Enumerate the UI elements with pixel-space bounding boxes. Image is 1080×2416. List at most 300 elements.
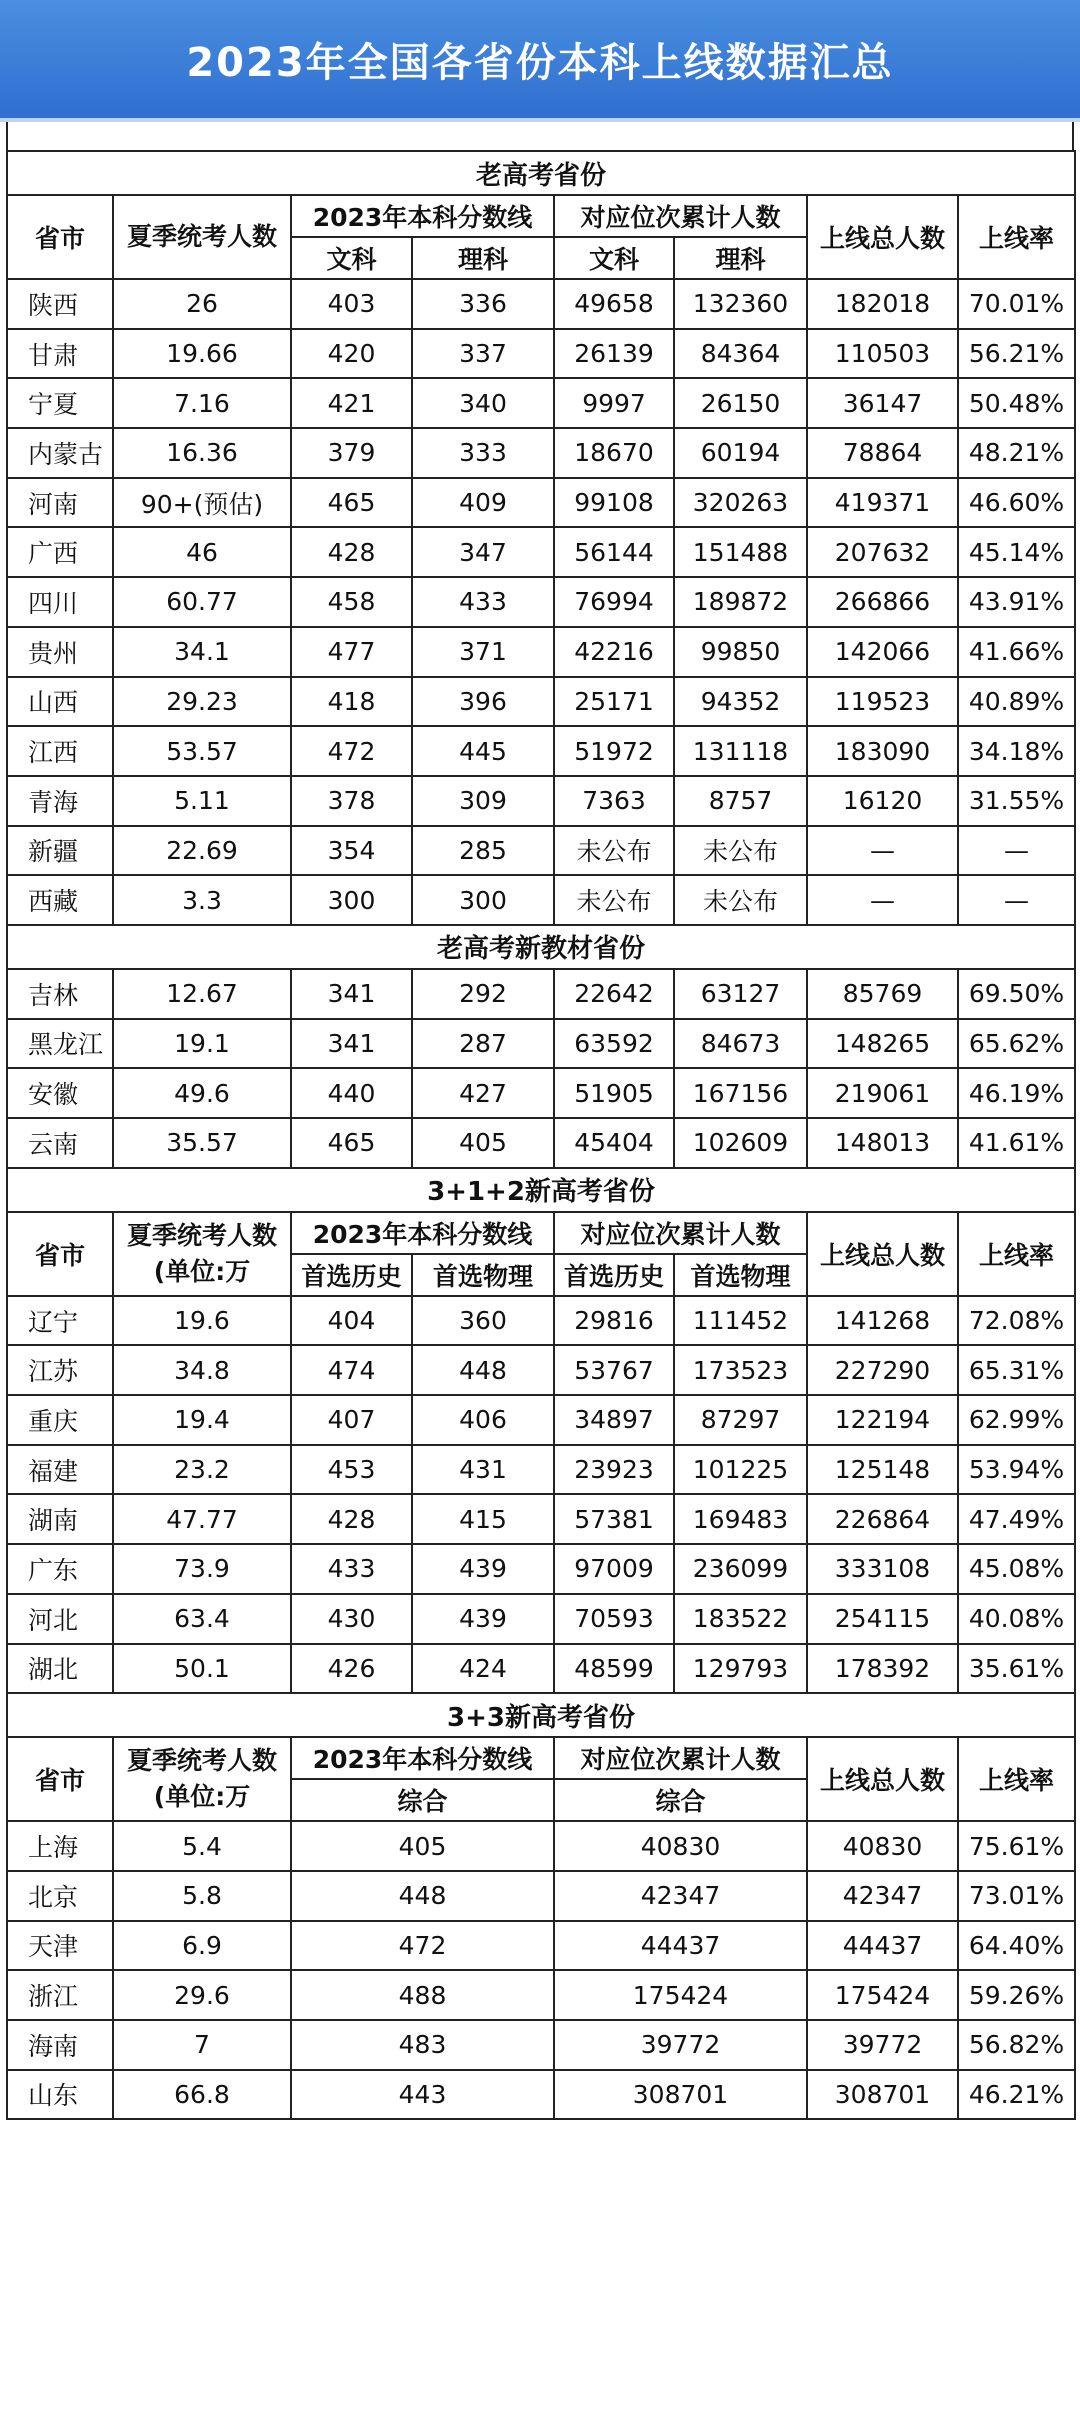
col-subheader: 首选物理 [674,1254,807,1296]
cell-score-1: 474 [291,1345,412,1395]
cell-score-1: 420 [291,329,412,379]
table-row [7,1970,1075,2020]
cell-cumulative-2: 236099 [674,1544,807,1594]
cell-province: 广西 [7,527,113,577]
cell-score-1: 341 [291,1019,412,1069]
cell-total: 182018 [807,279,958,329]
col-subheader: 文科 [291,237,412,279]
cell-cumulative-1: 18670 [554,428,674,478]
cell-total: 333108 [807,1544,958,1594]
cell-score-1: 433 [291,1544,412,1594]
table-row [7,1821,1075,1871]
table-row [7,1594,1075,1644]
cell-score-1: 341 [291,969,412,1019]
cell-cumulative-1: 51972 [554,726,674,776]
cell-province: 重庆 [7,1395,113,1445]
cell-total: 39772 [807,2020,958,2070]
section-title: 老高考省份 [7,151,1075,195]
cell-total: 226864 [807,1494,958,1544]
cell-score-2: 396 [412,677,554,727]
cell-score-1: 418 [291,677,412,727]
column-header-row [7,1737,1075,1779]
cell-province: 福建 [7,1445,113,1495]
cell-cumulative-1: 49658 [554,279,674,329]
col-subheader: 文科 [554,237,674,279]
cell-score-1: 300 [291,875,412,925]
col-header-cumulative: 对应位次累计人数 [554,1737,807,1779]
cell-score-1: 430 [291,1594,412,1644]
cell-cumulative-1: 7363 [554,776,674,826]
score-table [6,150,1076,2120]
cell-province: 山西 [7,677,113,727]
cell-rate: 41.66% [958,627,1075,677]
cell-total: 178392 [807,1644,958,1694]
cell-rate: 53.94% [958,1445,1075,1495]
cell-score-2: 360 [412,1296,554,1346]
cell-examinees: 12.67 [113,969,291,1019]
cell-cumulative-2: 未公布 [674,826,807,876]
cell-cumulative-2: 84364 [674,329,807,379]
cell-province: 陕西 [7,279,113,329]
cell-total: 16120 [807,776,958,826]
cell-cumulative-2: 129793 [674,1644,807,1694]
cell-cumulative: 40830 [554,1821,807,1871]
cell-score-1: 426 [291,1644,412,1694]
table-row [7,969,1075,1019]
cell-province: 北京 [7,1871,113,1921]
cell-rate: 45.08% [958,1544,1075,1594]
cell-cumulative-1: 70593 [554,1594,674,1644]
cell-rate: 73.01% [958,1871,1075,1921]
cell-rate: 41.61% [958,1118,1075,1168]
cell-province: 天津 [7,1921,113,1971]
cell-cumulative-1: 未公布 [554,826,674,876]
cell-examinees: 5.11 [113,776,291,826]
cell-total: 125148 [807,1445,958,1495]
cell-province: 青海 [7,776,113,826]
cell-cumulative-2: 87297 [674,1395,807,1445]
col-header-cumulative: 对应位次累计人数 [554,195,807,237]
cell-examinees: 63.4 [113,1594,291,1644]
cell-examinees: 46 [113,527,291,577]
cell-examinees: 19.66 [113,329,291,379]
col-header-examinees: 夏季统考人数(单位:万 [113,1212,291,1296]
cell-total: 419371 [807,478,958,528]
col-subheader: 理科 [412,237,554,279]
cell-score-2: 415 [412,1494,554,1544]
cell-examinees: 7 [113,2020,291,2070]
cell-total: 308701 [807,2070,958,2120]
cell-score-1: 407 [291,1395,412,1445]
cell-province: 内蒙古 [7,428,113,478]
table-row [7,478,1075,528]
cell-rate: 50.48% [958,378,1075,428]
cell-total: — [807,875,958,925]
cell-province: 广东 [7,1544,113,1594]
cell-total: 141268 [807,1296,958,1346]
cell-total: 119523 [807,677,958,727]
table-row [7,1296,1075,1346]
cell-province: 上海 [7,1821,113,1871]
section-title: 老高考新教材省份 [7,925,1075,969]
cell-total: 219061 [807,1068,958,1118]
column-header-row [7,195,1075,237]
table-row [7,1118,1075,1168]
cell-total: 175424 [807,1970,958,2020]
cell-cumulative-1: 51905 [554,1068,674,1118]
cell-province: 海南 [7,2020,113,2070]
cell-examinees: 53.57 [113,726,291,776]
cell-rate: 72.08% [958,1296,1075,1346]
cell-examinees: 19.6 [113,1296,291,1346]
cell-examinees: 16.36 [113,428,291,478]
cell-score-line: 488 [291,1970,554,2020]
cell-province: 河南 [7,478,113,528]
cell-cumulative-1: 9997 [554,378,674,428]
cell-score-1: 379 [291,428,412,478]
cell-score-2: 371 [412,627,554,677]
table-row [7,1445,1075,1495]
col-header-score-line: 2023年本科分数线 [291,1212,554,1254]
cell-cumulative-1: 99108 [554,478,674,528]
cell-cumulative-1: 29816 [554,1296,674,1346]
cell-score-2: 433 [412,577,554,627]
table-row [7,1019,1075,1069]
table-row [7,1068,1075,1118]
cell-score-2: 287 [412,1019,554,1069]
cell-rate: 64.40% [958,1921,1075,1971]
cell-cumulative-1: 42216 [554,627,674,677]
cell-examinees: 73.9 [113,1544,291,1594]
cell-score-2: 406 [412,1395,554,1445]
table-row [7,1345,1075,1395]
cell-examinees: 29.6 [113,1970,291,2020]
cell-examinees: 34.1 [113,627,291,677]
cell-cumulative-2: 102609 [674,1118,807,1168]
cell-score-line: 472 [291,1921,554,1971]
table-row [7,1494,1075,1544]
cell-score-1: 378 [291,776,412,826]
col-subheader: 理科 [674,237,807,279]
cell-rate: 40.89% [958,677,1075,727]
cell-province: 辽宁 [7,1296,113,1346]
cell-province: 浙江 [7,1970,113,2020]
col-header-total: 上线总人数 [807,195,958,279]
col-header-cumulative: 对应位次累计人数 [554,1212,807,1254]
cell-province: 江西 [7,726,113,776]
cell-score-2: 445 [412,726,554,776]
cell-cumulative-2: 8757 [674,776,807,826]
col-header-province: 省市 [7,1737,113,1821]
cell-score-line: 483 [291,2020,554,2070]
cell-examinees: 35.57 [113,1118,291,1168]
table-row [7,776,1075,826]
col-header-rate: 上线率 [958,195,1075,279]
cell-cumulative-2: 132360 [674,279,807,329]
cell-province: 西藏 [7,875,113,925]
cell-cumulative-2: 320263 [674,478,807,528]
table-row [7,2070,1075,2120]
cell-cumulative-2: 169483 [674,1494,807,1544]
table-row [7,726,1075,776]
cell-province: 湖南 [7,1494,113,1544]
cell-score-2: 309 [412,776,554,826]
cell-cumulative-2: 183522 [674,1594,807,1644]
cell-score-1: 465 [291,478,412,528]
cell-rate: 62.99% [958,1395,1075,1445]
cell-province: 云南 [7,1118,113,1168]
cell-cumulative: 44437 [554,1921,807,1971]
cell-cumulative-2: 167156 [674,1068,807,1118]
cell-cumulative-1: 48599 [554,1644,674,1694]
cell-rate: — [958,875,1075,925]
cell-rate: 69.50% [958,969,1075,1019]
cell-rate: 43.91% [958,577,1075,627]
cell-cumulative: 42347 [554,1871,807,1921]
cell-total: — [807,826,958,876]
cell-score-1: 403 [291,279,412,329]
cell-rate: — [958,826,1075,876]
table-row [7,677,1075,727]
cell-score-2: 409 [412,478,554,528]
cell-rate: 65.62% [958,1019,1075,1069]
cell-score-1: 404 [291,1296,412,1346]
cell-cumulative-2: 101225 [674,1445,807,1495]
cell-cumulative-1: 23923 [554,1445,674,1495]
cell-score-1: 428 [291,1494,412,1544]
cell-province: 四川 [7,577,113,627]
cell-score-2: 439 [412,1594,554,1644]
cell-cumulative-1: 45404 [554,1118,674,1168]
cell-cumulative-1: 未公布 [554,875,674,925]
cell-score-1: 428 [291,527,412,577]
cell-rate: 40.08% [958,1594,1075,1644]
col-header-rate: 上线率 [958,1737,1075,1821]
cell-score-line: 405 [291,1821,554,1871]
cell-cumulative-1: 22642 [554,969,674,1019]
col-header-province: 省市 [7,195,113,279]
table-row [7,1871,1075,1921]
cell-score-1: 477 [291,627,412,677]
table-row [7,1544,1075,1594]
cell-examinees: 50.1 [113,1644,291,1694]
col-header-rate: 上线率 [958,1212,1075,1296]
cell-score-2: 285 [412,826,554,876]
cell-score-2: 336 [412,279,554,329]
table-row [7,627,1075,677]
table-row [7,826,1075,876]
cell-score-1: 458 [291,577,412,627]
cell-cumulative-1: 25171 [554,677,674,727]
cell-province: 甘肃 [7,329,113,379]
cell-examinees: 23.2 [113,1445,291,1495]
cell-cumulative-1: 63592 [554,1019,674,1069]
cell-examinees: 34.8 [113,1345,291,1395]
table-row [7,378,1075,428]
cell-cumulative-1: 76994 [554,577,674,627]
cell-score-1: 354 [291,826,412,876]
cell-examinees: 7.16 [113,378,291,428]
table-row [7,2020,1075,2070]
cell-examinees: 3.3 [113,875,291,925]
cell-examinees: 90+(预估) [113,478,291,528]
cell-province: 山东 [7,2070,113,2120]
cell-examinees: 19.4 [113,1395,291,1445]
table-row [7,875,1075,925]
cell-examinees: 47.77 [113,1494,291,1544]
cell-province: 新疆 [7,826,113,876]
cell-rate: 56.21% [958,329,1075,379]
table-row [7,527,1075,577]
cell-total: 183090 [807,726,958,776]
cell-rate: 46.19% [958,1068,1075,1118]
cell-score-2: 333 [412,428,554,478]
cell-cumulative-2: 99850 [674,627,807,677]
cell-cumulative-2: 94352 [674,677,807,727]
col-header-score-line: 2023年本科分数线 [291,195,554,237]
cell-province: 安徽 [7,1068,113,1118]
cell-rate: 65.31% [958,1345,1075,1395]
table-row [7,329,1075,379]
cell-score-1: 453 [291,1445,412,1495]
spacer-row [6,122,1074,150]
cell-total: 142066 [807,627,958,677]
col-header-examinees: 夏季统考人数 [113,195,291,279]
cell-rate: 31.55% [958,776,1075,826]
cell-total: 254115 [807,1594,958,1644]
col-subheader: 首选历史 [291,1254,412,1296]
cell-score-1: 421 [291,378,412,428]
cell-cumulative-1: 34897 [554,1395,674,1445]
section-header-row [7,1168,1075,1212]
cell-cumulative-2: 151488 [674,527,807,577]
cell-province: 贵州 [7,627,113,677]
cell-total: 110503 [807,329,958,379]
cell-score-2: 300 [412,875,554,925]
cell-total: 78864 [807,428,958,478]
column-header-row [7,1212,1075,1254]
cell-examinees: 22.69 [113,826,291,876]
cell-rate: 46.60% [958,478,1075,528]
cell-total: 42347 [807,1871,958,1921]
table-row [7,1644,1075,1694]
cell-total: 85769 [807,969,958,1019]
cell-score-2: 347 [412,527,554,577]
cell-province: 湖北 [7,1644,113,1694]
cell-total: 122194 [807,1395,958,1445]
table-row [7,428,1075,478]
cell-rate: 70.01% [958,279,1075,329]
col-header-total: 上线总人数 [807,1212,958,1296]
cell-examinees: 66.8 [113,2070,291,2120]
col-header-province: 省市 [7,1212,113,1296]
cell-examinees: 29.23 [113,677,291,727]
cell-province: 江苏 [7,1345,113,1395]
col-subheader: 首选物理 [412,1254,554,1296]
col-subheader: 综合 [291,1779,554,1821]
cell-score-2: 439 [412,1544,554,1594]
cell-province: 黑龙江 [7,1019,113,1069]
cell-examinees: 5.4 [113,1821,291,1871]
cell-score-1: 472 [291,726,412,776]
col-subheader: 首选历史 [554,1254,674,1296]
cell-score-2: 431 [412,1445,554,1495]
cell-cumulative: 175424 [554,1970,807,2020]
cell-examinees: 19.1 [113,1019,291,1069]
cell-cumulative-1: 53767 [554,1345,674,1395]
section-header-row [7,1693,1075,1737]
cell-score-2: 292 [412,969,554,1019]
cell-score-2: 337 [412,329,554,379]
cell-total: 44437 [807,1921,958,1971]
cell-cumulative-2: 84673 [674,1019,807,1069]
section-title: 3+1+2新高考省份 [7,1168,1075,1212]
cell-province: 吉林 [7,969,113,1019]
cell-score-1: 465 [291,1118,412,1168]
cell-cumulative-1: 97009 [554,1544,674,1594]
col-header-examinees: 夏季统考人数(单位:万 [113,1737,291,1821]
cell-cumulative-2: 131118 [674,726,807,776]
cell-rate: 56.82% [958,2020,1075,2070]
table-row [7,1395,1075,1445]
cell-cumulative-1: 56144 [554,527,674,577]
section-header-row [7,151,1075,195]
cell-rate: 35.61% [958,1644,1075,1694]
cell-rate: 46.21% [958,2070,1075,2120]
cell-rate: 59.26% [958,1970,1075,2020]
cell-total: 207632 [807,527,958,577]
cell-cumulative-2: 173523 [674,1345,807,1395]
cell-rate: 45.14% [958,527,1075,577]
cell-score-2: 427 [412,1068,554,1118]
col-subheader: 综合 [554,1779,807,1821]
page-title: 2023年全国各省份本科上线数据汇总 [0,0,1080,122]
cell-rate: 48.21% [958,428,1075,478]
cell-cumulative: 39772 [554,2020,807,2070]
cell-examinees: 49.6 [113,1068,291,1118]
cell-cumulative: 308701 [554,2070,807,2120]
cell-total: 40830 [807,1821,958,1871]
table-row [7,577,1075,627]
cell-score-1: 440 [291,1068,412,1118]
section-header-row [7,925,1075,969]
cell-score-2: 405 [412,1118,554,1168]
cell-province: 宁夏 [7,378,113,428]
cell-cumulative-2: 63127 [674,969,807,1019]
col-header-score-line: 2023年本科分数线 [291,1737,554,1779]
cell-cumulative-2: 26150 [674,378,807,428]
cell-cumulative-2: 189872 [674,577,807,627]
cell-score-2: 340 [412,378,554,428]
cell-cumulative-1: 26139 [554,329,674,379]
cell-rate: 75.61% [958,1821,1075,1871]
cell-examinees: 26 [113,279,291,329]
cell-score-line: 448 [291,1871,554,1921]
cell-total: 227290 [807,1345,958,1395]
cell-total: 36147 [807,378,958,428]
cell-total: 148265 [807,1019,958,1069]
cell-rate: 47.49% [958,1494,1075,1544]
cell-examinees: 5.8 [113,1871,291,1921]
cell-score-line: 443 [291,2070,554,2120]
cell-score-2: 448 [412,1345,554,1395]
cell-score-2: 424 [412,1644,554,1694]
cell-cumulative-1: 57381 [554,1494,674,1544]
cell-cumulative-2: 60194 [674,428,807,478]
cell-cumulative-2: 未公布 [674,875,807,925]
cell-province: 河北 [7,1594,113,1644]
table-row [7,1921,1075,1971]
